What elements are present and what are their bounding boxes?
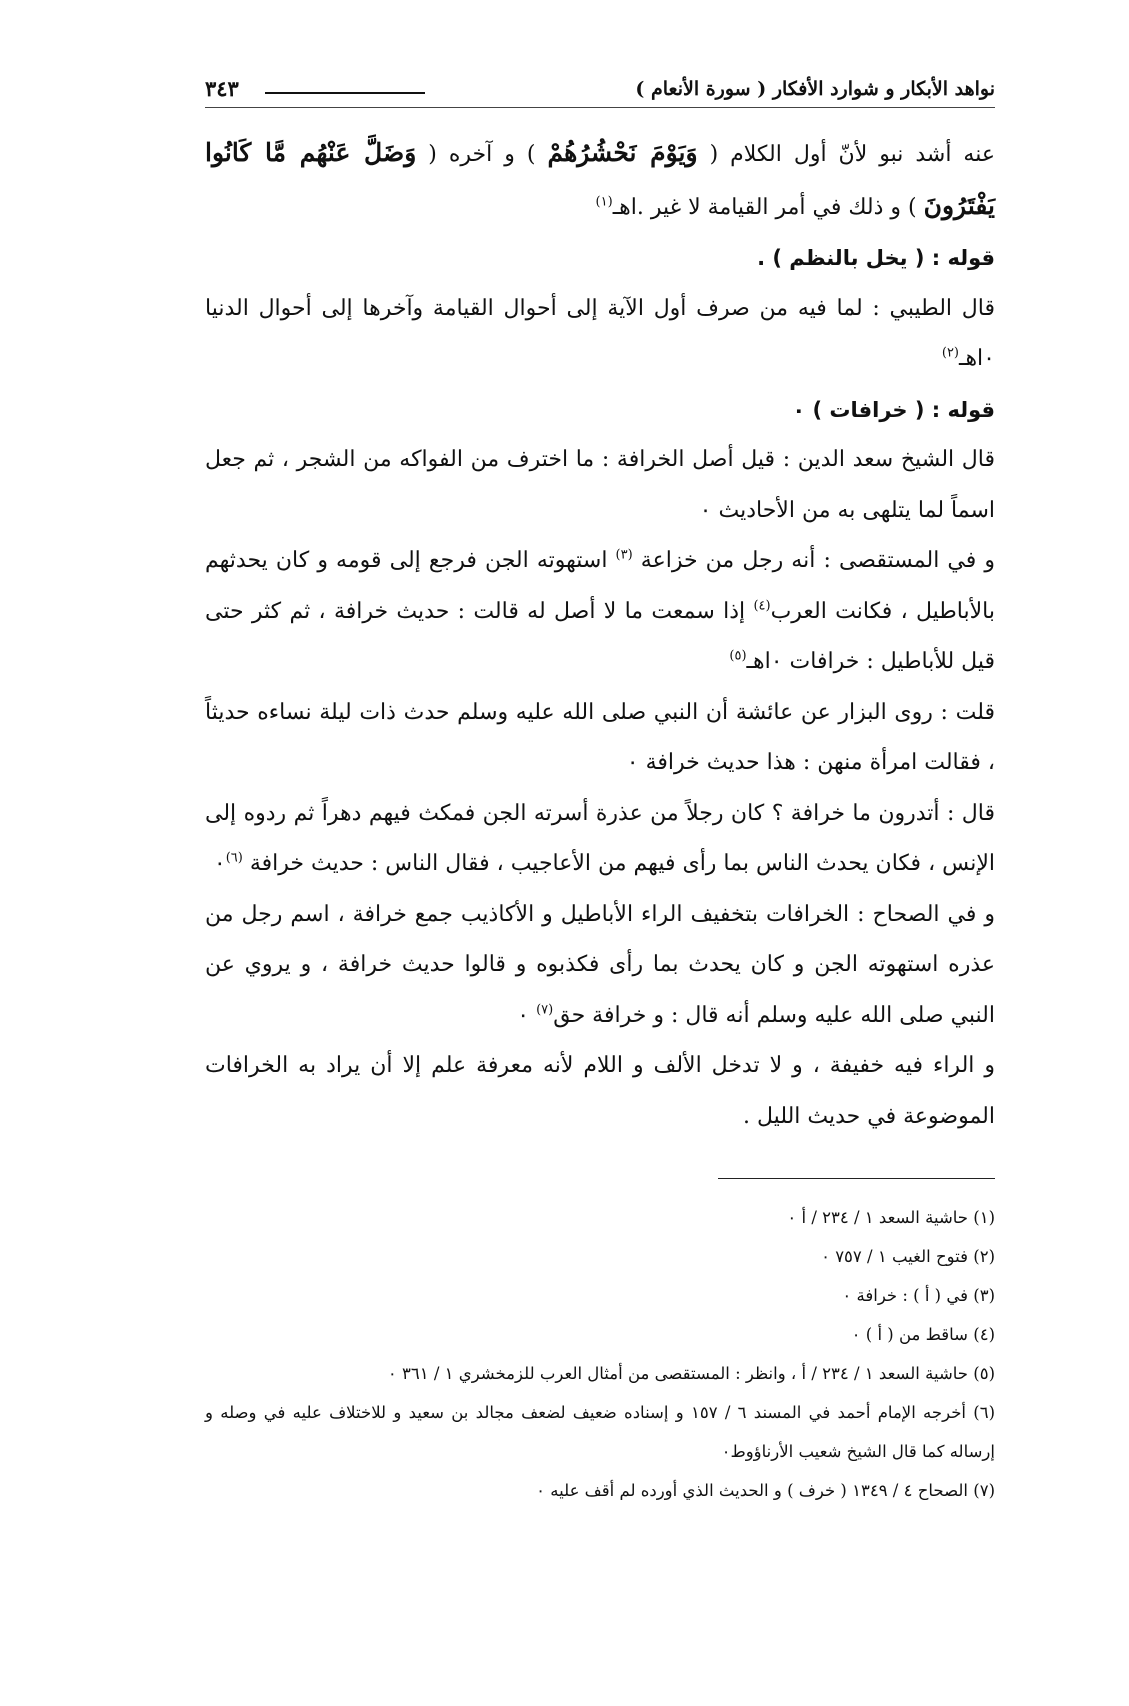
paragraph xyxy=(205,128,995,233)
footnote: (٦) أخرجه الإمام أحمد في المسند ٦ / ١٥٧ و إسناده ضعيف لضعف مجالد بن سعيد و للاختلاف عليه في وصله و إرساله كما قال الشيخ شعيب الأرناؤوط٠ xyxy=(205,1403,995,1461)
section-heading: قوله : ( خرافات ) ٠ xyxy=(792,397,995,422)
text-run: ٠ xyxy=(213,851,226,876)
paragraph xyxy=(205,284,995,385)
text-run: قال الطيبي : لما فيه من صرف أول الآية إلى أحوال القيامة وآخرها إلى أحوال الدنيا ٠اهـ xyxy=(205,295,995,371)
paragraph xyxy=(205,536,995,688)
footnote-marker: (٧) xyxy=(536,1002,554,1018)
paragraph: قلت : روى البزار عن عائشة أن النبي صلى الله عليه وسلم حدث ذات ليلة نساءه حديثاً ، فقالت امرأة منهن : هذا حديث خرافة ٠ xyxy=(205,699,995,775)
header-dash-rule xyxy=(265,92,425,94)
footnote: (٥) حاشية السعد ١ / ٢٣٤ / أ ، وانظر : المستقصى من أمثال العرب للزمخشري ١ / ٣٦١ ٠ xyxy=(387,1364,995,1383)
footnote: (٣) في ( أ ) : خرافة ٠ xyxy=(842,1286,995,1305)
footnote-marker: (٣) xyxy=(615,547,633,563)
header-divider xyxy=(205,107,995,108)
footnote-marker: (٦) xyxy=(225,850,243,866)
text-run: ) و ذلك في أمر القيامة لا غير .اهـ xyxy=(612,194,917,220)
footnote: (٧) الصحاح ٤ / ١٣٤٩ ( خرف ) و الحديث الذي أورده لم أقف عليه ٠ xyxy=(536,1481,995,1500)
running-title: نواهد الأبكار و شوارد الأفكار ( سورة الأنعام ) xyxy=(635,78,995,100)
footnote-marker: (٢) xyxy=(941,345,959,361)
text-run: إذا سمعت ما لا أصل له قالت : حديث خرافة ، ثم كثر حتى قيل للأباطيل : خرافات ٠اهـ xyxy=(205,598,995,674)
main-text xyxy=(205,128,995,1142)
quran-verse: وَيَوْمَ نَحْشُرُهُمْ xyxy=(547,138,698,167)
footnote: (٤) ساقط من ( أ ) ٠ xyxy=(851,1325,995,1344)
footnotes xyxy=(205,1198,995,1510)
page-number: ٣٤٣ xyxy=(205,76,239,101)
section-heading: قوله : ( يخل بالنظم ) . xyxy=(757,246,995,270)
footnote: (٢) فتوح الغيب ١ / ٧٥٧ ٠ xyxy=(821,1247,995,1266)
paragraph xyxy=(205,789,995,890)
footnote-marker: (٤) xyxy=(753,598,771,614)
paragraph xyxy=(205,890,995,1042)
text-run: قال : أتدرون ما خرافة ؟ كان رجلاً من عذرة أسرته الجن فمكث فيهم دهراً ثم ردوه إلى الإنس ، فكان يحدث الناس بما رأى فيهم من الأعاجيب ، فقال الناس : حديث خرافة xyxy=(205,800,995,876)
paragraph: قال الشيخ سعد الدين : قيل أصل الخرافة : ما اخترف من الفواكه من الشجر ، ثم جعل اسماً لما يتلهى به من الأحاديث ٠ xyxy=(205,447,995,523)
footnote: (١) حاشية السعد ١ / ٢٣٤ / أ ٠ xyxy=(787,1208,995,1227)
text-run: استهوته الجن فرجع إلى قومه و كان يحدثهم بالأباطيل ، فكانت العرب xyxy=(205,548,995,624)
running-header xyxy=(205,74,995,108)
quran-verse: وَضَلَّ عَنْهُم مَّا كَانُوا يَفْتَرُونَ xyxy=(205,138,995,220)
text-run: و في الصحاح : الخرافات بتخفيف الراء الأباطيل و الأكاذيب جمع خرافة ، اسم رجل من عذره استهوته الجن و كان يحدث بما رأى فكذبوه و قالوا حديث خرافة ، و يروي عن النبي صلى الله عليه وسلم أنه قال : و خرافة حق xyxy=(205,901,995,1028)
text-run: ٠ xyxy=(517,1002,530,1028)
footnote-marker: (٥) xyxy=(729,648,747,664)
footnote-marker: (١) xyxy=(595,194,613,210)
footnote-separator xyxy=(718,1178,995,1179)
text-run: ) و آخره ( xyxy=(428,142,536,167)
paragraph: و الراء فيه خفيفة ، و لا تدخل الألف و اللام لأنه معرفة علم إلا أن يراد به الخرافات الموضوعة في حديث الليل . xyxy=(205,1053,995,1129)
text-run: و في المستقصى : أنه رجل من خزاعة xyxy=(640,548,995,573)
text-run: عنه أشد نبو لأنّ أول الكلام ( xyxy=(709,142,995,167)
